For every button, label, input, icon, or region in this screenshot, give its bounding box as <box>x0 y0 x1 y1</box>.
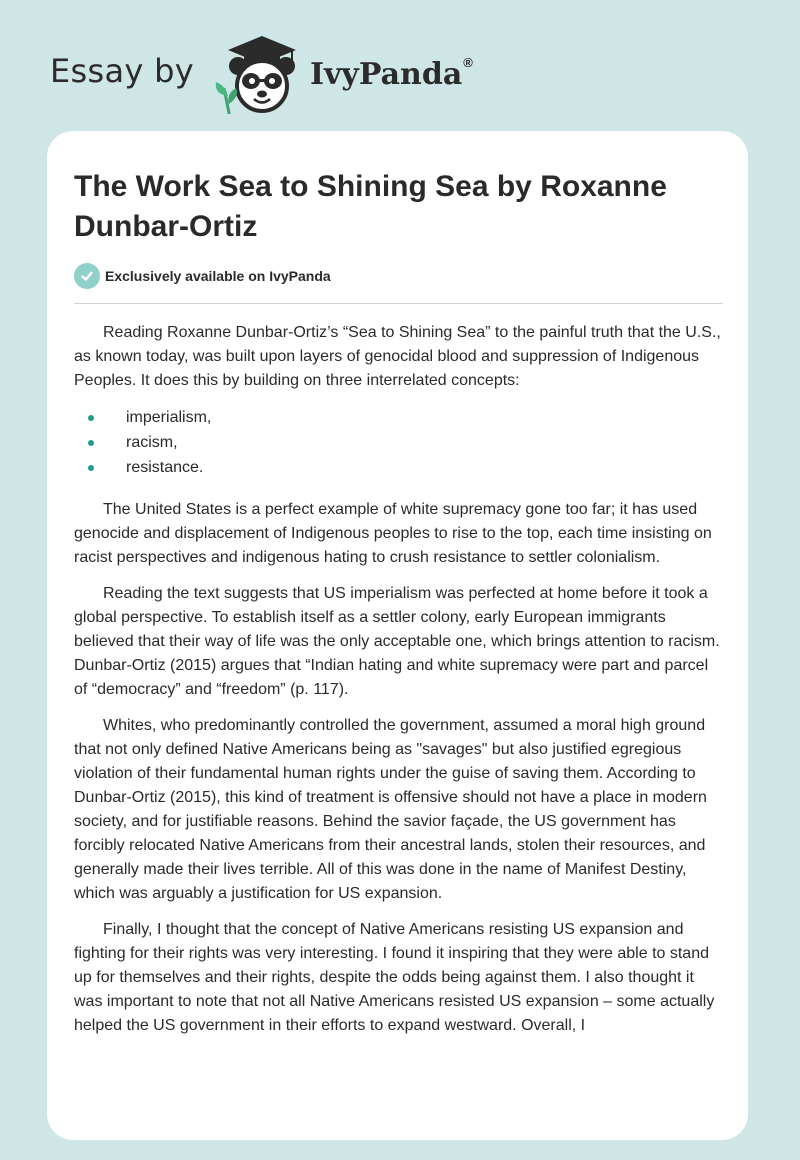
brand-text: IvyPanda <box>309 56 463 92</box>
divider <box>74 303 723 304</box>
bullet-dot-icon <box>88 415 94 421</box>
registered-mark: ® <box>463 54 473 70</box>
check-icon <box>74 263 100 289</box>
paragraph: The United States is a perfect example of white supremacy gone too far; it has used genocide and displacement of Indigenous peoples to rise to the top, each time insisting on racist perspectives and indigenous hating to crush resistance to settler colonialism. <box>74 501 712 566</box>
list-item-text: imperialism, <box>126 409 212 426</box>
essay-by-label: Essay by <box>50 52 194 90</box>
exclusive-label: Exclusively available on IvyPanda <box>105 268 331 284</box>
concept-list <box>74 405 724 480</box>
paragraph: Reading Roxanne Dunbar-Ortiz’s “Sea to Shining Sea” to the painful truth that the U.S., as known today, was built upon layers of genocidal blood and suppression of Indigenous Peoples. It does this by building on three interrelated concepts: <box>74 324 721 389</box>
exclusive-badge <box>74 263 331 289</box>
site-header <box>50 34 473 114</box>
brand-name[interactable] <box>309 54 473 92</box>
list-item <box>74 455 724 480</box>
list-item-text: resistance. <box>126 459 204 476</box>
list-item-text: racism, <box>126 434 178 451</box>
paragraph: Finally, I thought that the concept of Native Americans resisting US expansion and fighting for their rights was very interesting. I found it inspiring that they were able to stand up for themselves and their rights, despite the odds being against them. I also thought it was important to note that not all Native Americans resisted US expansion – some actually helped the US government in their efforts to expand westward. Overall, I <box>74 921 715 1034</box>
essay-body <box>74 321 724 1050</box>
list-item <box>74 430 724 455</box>
bullet-dot-icon <box>88 440 94 446</box>
panda-logo-icon[interactable] <box>210 34 306 114</box>
paragraph: Whites, who predominantly controlled the government, assumed a moral high ground that not only defined Native Americans being as "savages" but also justified egregious violation of their fundamental human rights under the guise of saving them. According to Dunbar-Ortiz (2015), this kind of treatment is offensive should not have a place in modern society, and for justifiable reasons. Behind the savior façade, the US government has forcibly relocated Native Americans from their ancestral lands, stolen their resources, and generally made their lives terrible. All of this was done in the name of Manifest Destiny, which was arguably a justification for US expansion. <box>74 717 707 902</box>
bullet-dot-icon <box>88 465 94 471</box>
list-item <box>74 405 724 430</box>
essay-title: The Work Sea to Shining Sea by Roxanne Dunbar-Ortiz <box>74 170 667 243</box>
essay-card <box>47 131 748 1140</box>
paragraph: Reading the text suggests that US imperialism was perfected at home before it took a global perspective. To establish itself as a settler colony, early European immigrants believed that their way of life was the only acceptable one, which brings attention to racism. Dunbar-Ortiz (2015) argues that “Indian hating and white supremacy were part and parcel of “democracy” and “freedom” (p. 117). <box>74 585 720 698</box>
